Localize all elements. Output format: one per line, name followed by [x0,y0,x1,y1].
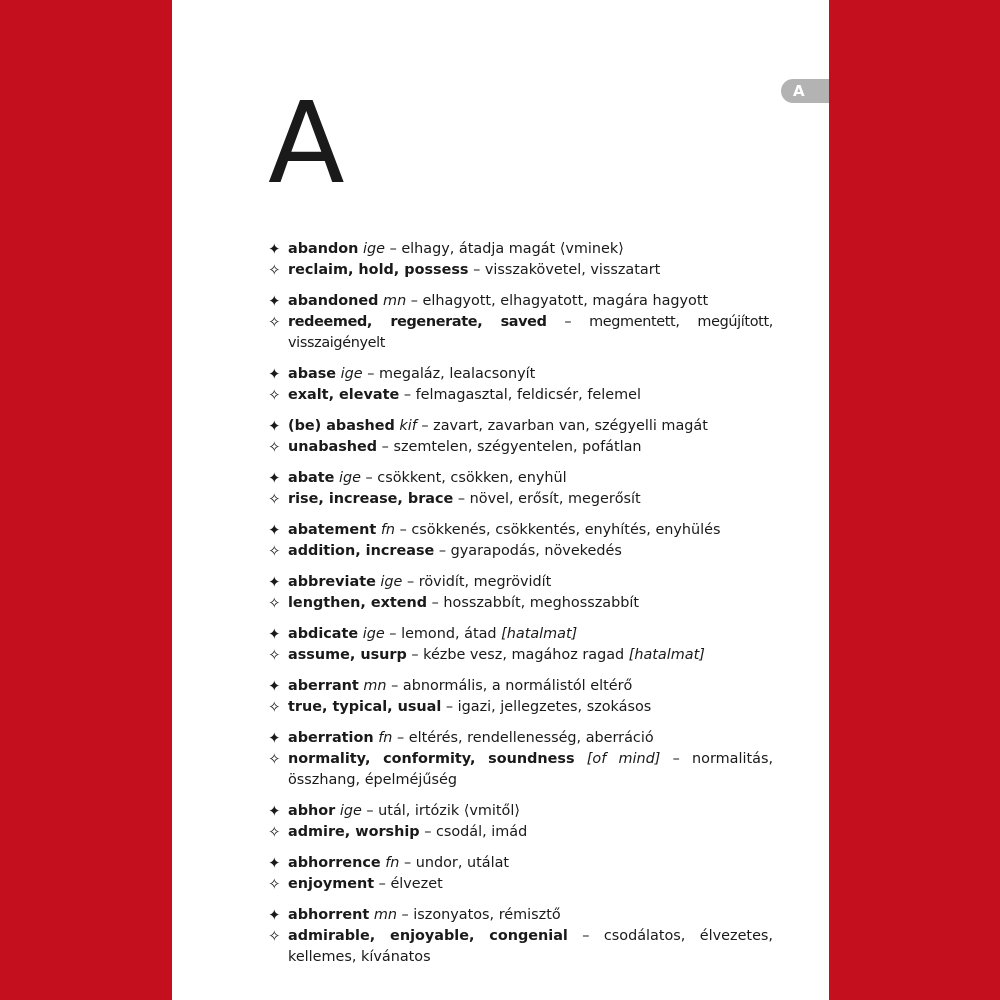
antonym-meaning: – csodál, imád [424,824,528,840]
meaning: – csökkent, csökken, enyhül [365,470,567,486]
antonyms: admire, worship [288,824,420,840]
antonym-line [268,697,773,718]
dictionary-entry [268,853,773,895]
dictionary-entry [268,520,773,562]
antonyms: normality, conformity, soundness [288,751,575,767]
outline-star-icon: ✧ [268,490,281,508]
antonym-line [268,385,773,406]
outline-star-icon: ✧ [268,927,281,945]
antonym-meaning: – normalitás, összhang, épelméjűség [288,751,774,788]
outline-star-icon: ✧ [268,698,281,716]
filled-star-icon: ✦ [268,365,281,383]
headword-line [268,520,773,541]
antonyms: unabashed [288,439,378,455]
outline-star-icon: ✧ [268,261,281,279]
part-of-speech: ige [380,574,403,590]
headword: abbreviate [288,574,376,590]
headword-line [268,801,773,822]
antonym-meaning: – visszakövetel, visszatart [473,262,661,278]
antonym-meaning: – szemtelen, szégyentelen, pofátlan [381,439,642,455]
antonym-meaning: – növel, erősít, megerősít [457,491,641,507]
dictionary-entry [268,416,773,458]
headword: abhorrent [288,907,370,923]
meaning: – elhagy, átadja magát ⟨vminek⟩ [389,241,624,257]
meaning: – elhagyott, elhagyatott, magára hagyott [410,293,709,309]
antonym-line [268,822,773,843]
outline-star-icon: ✧ [268,646,281,664]
outline-star-icon: ✧ [268,542,281,560]
outline-star-icon: ✧ [268,823,281,841]
outline-star-icon: ✧ [268,594,281,612]
meaning: – csökkenés, csökkentés, enyhítés, enyhülés [399,522,721,538]
dictionary-entry [268,905,773,968]
antonym-meaning: – igazi, jellegzetes, szokásos [445,699,652,715]
antonym-meaning: – gyarapodás, növekedés [438,543,622,559]
antonym-line [268,593,773,614]
antonyms: exalt, elevate [288,387,400,403]
outline-star-icon: ✧ [268,313,281,331]
antonym-line [268,926,773,968]
antonym-meaning: – kézbe vesz, magához ragad [411,647,625,663]
dictionary-entry [268,801,773,843]
filled-star-icon: ✦ [268,417,281,435]
antonym-meaning: – megmentett, megújított, visszaigényelt [288,314,773,351]
dictionary-entry [268,728,773,791]
dictionary-entry [268,468,773,510]
meaning: – abnormális, a normálistól eltérő [391,678,633,694]
headword-line [268,728,773,749]
meaning: – eltérés, rendellenesség, aberráció [396,730,654,746]
antonym-note: [hatalmat] [628,647,705,663]
headword-line [268,676,773,697]
headword-line [268,624,773,645]
headword: abandoned [288,293,379,309]
headword: aberrant [288,678,359,694]
meaning: – utál, irtózik ⟨vmitől⟩ [366,803,520,819]
filled-star-icon: ✦ [268,729,281,747]
dictionary-entry [268,239,773,281]
dictionary-entry [268,676,773,718]
filled-star-icon: ✦ [268,677,281,695]
outline-star-icon: ✧ [268,438,281,456]
headword: abate [288,470,335,486]
antonym-line [268,489,773,510]
meaning: – megaláz, lealacsonyít [367,366,536,382]
headword-line [268,416,773,437]
part-of-speech: kif [399,418,417,434]
dictionary-entry [268,291,773,354]
meaning-note: [hatalmat] [501,626,578,642]
dictionary-page [172,0,829,1000]
headword: abandon [288,241,359,257]
antonyms: lengthen, extend [288,595,428,611]
antonym-meaning: – élvezet [378,876,443,892]
part-of-speech: mn [363,678,387,694]
antonym-line [268,312,773,354]
headword-line [268,572,773,593]
headword-line [268,853,773,874]
antonym-line [268,749,773,791]
meaning: – undor, utálat [403,855,510,871]
filled-star-icon: ✦ [268,240,281,258]
headword-line [268,291,773,312]
antonym-line [268,260,773,281]
antonym-line [268,437,773,458]
antonym-line [268,874,773,895]
outline-star-icon: ✧ [268,750,281,768]
outline-star-icon: ✧ [268,875,281,893]
filled-star-icon: ✦ [268,521,281,539]
filled-star-icon: ✦ [268,854,281,872]
meaning: – lemond, átad [389,626,497,642]
headword: abatement [288,522,377,538]
headword: abase [288,366,337,382]
headword: abhorrence [288,855,381,871]
antonyms: admirable, enjoyable, congenial [288,928,568,944]
part-of-speech: ige [339,803,362,819]
antonym-line [268,645,773,666]
antonyms: reclaim, hold, possess [288,262,469,278]
antonym-meaning: – felmagasztal, feldicsér, felemel [403,387,641,403]
antonyms: rise, increase, brace [288,491,454,507]
antonym-meaning: – csodálatos, élvezetes, kellemes, kívánatos [288,928,773,965]
meaning: – zavart, zavarban van, szégyelli magát [421,418,708,434]
antonyms: addition, increase [288,543,435,559]
antonyms: true, typical, usual [288,699,442,715]
thumb-index-tab[interactable]: A [781,79,829,103]
outline-star-icon: ✧ [268,386,281,404]
headword: abdicate [288,626,359,642]
filled-star-icon: ✦ [268,802,281,820]
part-of-speech: ige [362,241,385,257]
part-of-speech: ige [340,366,363,382]
antonyms: redeemed, regenerate, saved [288,314,547,330]
headword: aberration [288,730,374,746]
antonyms: assume, usurp [288,647,407,663]
dictionary-entry [268,572,773,614]
antonym-meaning: – hosszabbít, meghosszabbít [431,595,639,611]
entry-list [268,239,773,978]
headword-line [268,468,773,489]
antonym-line [268,541,773,562]
antonyms: enjoyment [288,876,375,892]
headword-line [268,905,773,926]
part-of-speech: fn [380,522,396,538]
filled-star-icon: ✦ [268,625,281,643]
filled-star-icon: ✦ [268,573,281,591]
part-of-speech: mn [373,907,397,923]
headword: abhor [288,803,336,819]
filled-star-icon: ✦ [268,906,281,924]
section-letter: A [268,79,345,209]
part-of-speech: fn [385,855,400,871]
filled-star-icon: ✦ [268,292,281,310]
headword-line [268,239,773,260]
part-of-speech: ige [338,470,361,486]
antonym-note: [of mind] [586,751,661,767]
meaning: – iszonyatos, rémisztő [401,907,561,923]
part-of-speech: ige [362,626,385,642]
dictionary-entry [268,624,773,666]
meaning: – rövidít, megrövidít [407,574,552,590]
part-of-speech: fn [378,730,393,746]
filled-star-icon: ✦ [268,469,281,487]
part-of-speech: mn [383,293,407,309]
headword-line [268,364,773,385]
headword: (be) abashed [288,418,395,434]
dictionary-entry [268,364,773,406]
